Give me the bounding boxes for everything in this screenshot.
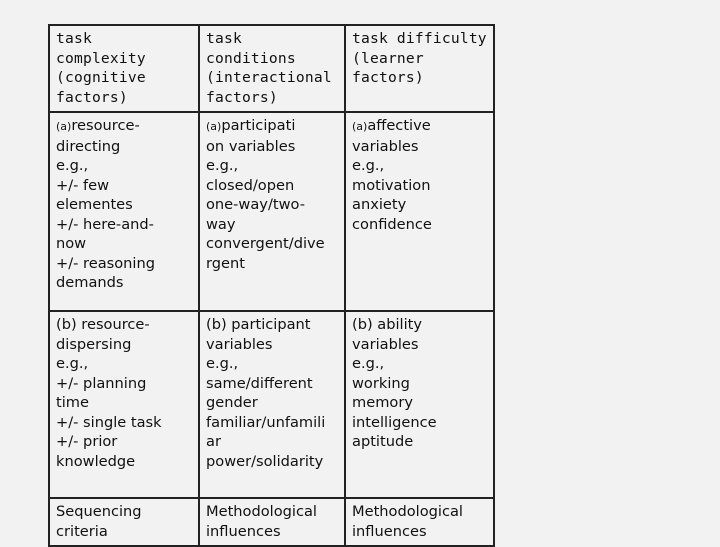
cell-line: now (56, 235, 87, 252)
cell-sequencing-criteria (49, 498, 199, 546)
cell-text: participati (221, 117, 296, 134)
row-b (49, 311, 494, 498)
cell-line: gender (206, 394, 258, 411)
cell-line: (interactional (206, 69, 332, 86)
cell-line: rgent (206, 254, 245, 272)
cell-line: +/- single task (56, 413, 162, 431)
cell-line: Sequencing (56, 503, 142, 520)
cell-line: confidence (352, 215, 432, 233)
cell-line: factors) (206, 88, 278, 106)
cell-line: +/- few (56, 176, 110, 194)
cell-line: memory (352, 394, 413, 411)
cell-ability-variables (345, 311, 494, 498)
cell-line: task (206, 30, 242, 47)
header-task-complexity (49, 25, 199, 112)
cell-line: e.g., (352, 157, 385, 174)
footer-row (49, 498, 494, 546)
cell-line: anxiety (352, 196, 407, 213)
cell-participant-variables (199, 311, 345, 498)
cell-line: factors) (56, 88, 128, 106)
cell-methodological-influences (345, 498, 494, 546)
cell-line: e.g., (56, 355, 89, 372)
triadic-framework-table (48, 24, 495, 547)
cell-line: same/different (206, 374, 313, 392)
header-task-conditions (199, 25, 345, 112)
cell-line: one-way/two- (206, 196, 305, 213)
cell-line: time (56, 394, 89, 411)
cell-line (206, 116, 339, 137)
cell-text: affective (367, 117, 431, 134)
cell-line: on variables (206, 137, 296, 155)
cell-line: factors) (352, 69, 424, 86)
cell-line: directing (56, 137, 121, 155)
cell-line: Methodological (206, 503, 317, 520)
cell-line: motivation (352, 176, 431, 194)
header-task-difficulty (345, 25, 494, 112)
cell-methodological-influences (199, 498, 345, 546)
cell-line: power/solidarity (206, 452, 324, 470)
cell-line: (b) ability (352, 316, 423, 333)
header-row (49, 25, 494, 112)
cell-resource-directing (49, 112, 199, 311)
row-a (49, 112, 494, 311)
cell-line: working (352, 374, 410, 392)
cell-line: (learner (352, 49, 424, 67)
cell-line: criteria (56, 522, 108, 540)
cell-line: +/- reasoning (56, 254, 155, 272)
cell-line: (cognitive (56, 69, 146, 86)
cell-line: Methodological (352, 503, 463, 520)
cell-line (56, 116, 193, 137)
cell-line: familiar/unfamili (206, 413, 326, 431)
cell-resource-dispersing (49, 311, 199, 498)
cell-line: elementes (56, 196, 133, 213)
cell-line: e.g., (352, 355, 385, 372)
cell-line: knowledge (56, 452, 136, 470)
cell-prefix: (a) (56, 120, 72, 133)
cell-affective-variables (345, 112, 494, 311)
cell-prefix: (a) (206, 120, 222, 133)
cell-line: +/- planning (56, 374, 147, 392)
cell-line: dispersing (56, 335, 132, 353)
cell-line: ar (206, 433, 221, 450)
cell-line: aptitude (352, 433, 414, 450)
cell-line: closed/open (206, 176, 295, 194)
cell-line: task (56, 30, 92, 47)
cell-line: task difficulty (352, 30, 487, 47)
cell-line (352, 116, 488, 137)
cell-line: e.g., (56, 157, 89, 174)
cell-line: e.g., (206, 157, 239, 174)
cell-line: e.g., (206, 355, 239, 372)
cell-line: +/- prior (56, 433, 118, 450)
cell-line: variables (352, 137, 419, 155)
cell-line: (b) resource- (56, 316, 150, 333)
cell-line: complexity (56, 49, 146, 67)
cell-line: influences (206, 522, 281, 540)
cell-prefix: (a) (352, 120, 368, 133)
cell-line: conditions (206, 49, 296, 67)
cell-text: resource- (71, 117, 140, 134)
cell-line: (b) participant (206, 316, 311, 333)
cell-participation-variables (199, 112, 345, 311)
cell-line: intelligence (352, 413, 437, 431)
cell-line: +/- here-and- (56, 215, 154, 233)
cell-line: convergent/dive (206, 235, 325, 252)
cell-line: variables (352, 335, 419, 353)
cell-line: way (206, 215, 236, 233)
cell-line: demands (56, 274, 124, 291)
cell-line: variables (206, 335, 273, 353)
cell-line: influences (352, 522, 427, 540)
